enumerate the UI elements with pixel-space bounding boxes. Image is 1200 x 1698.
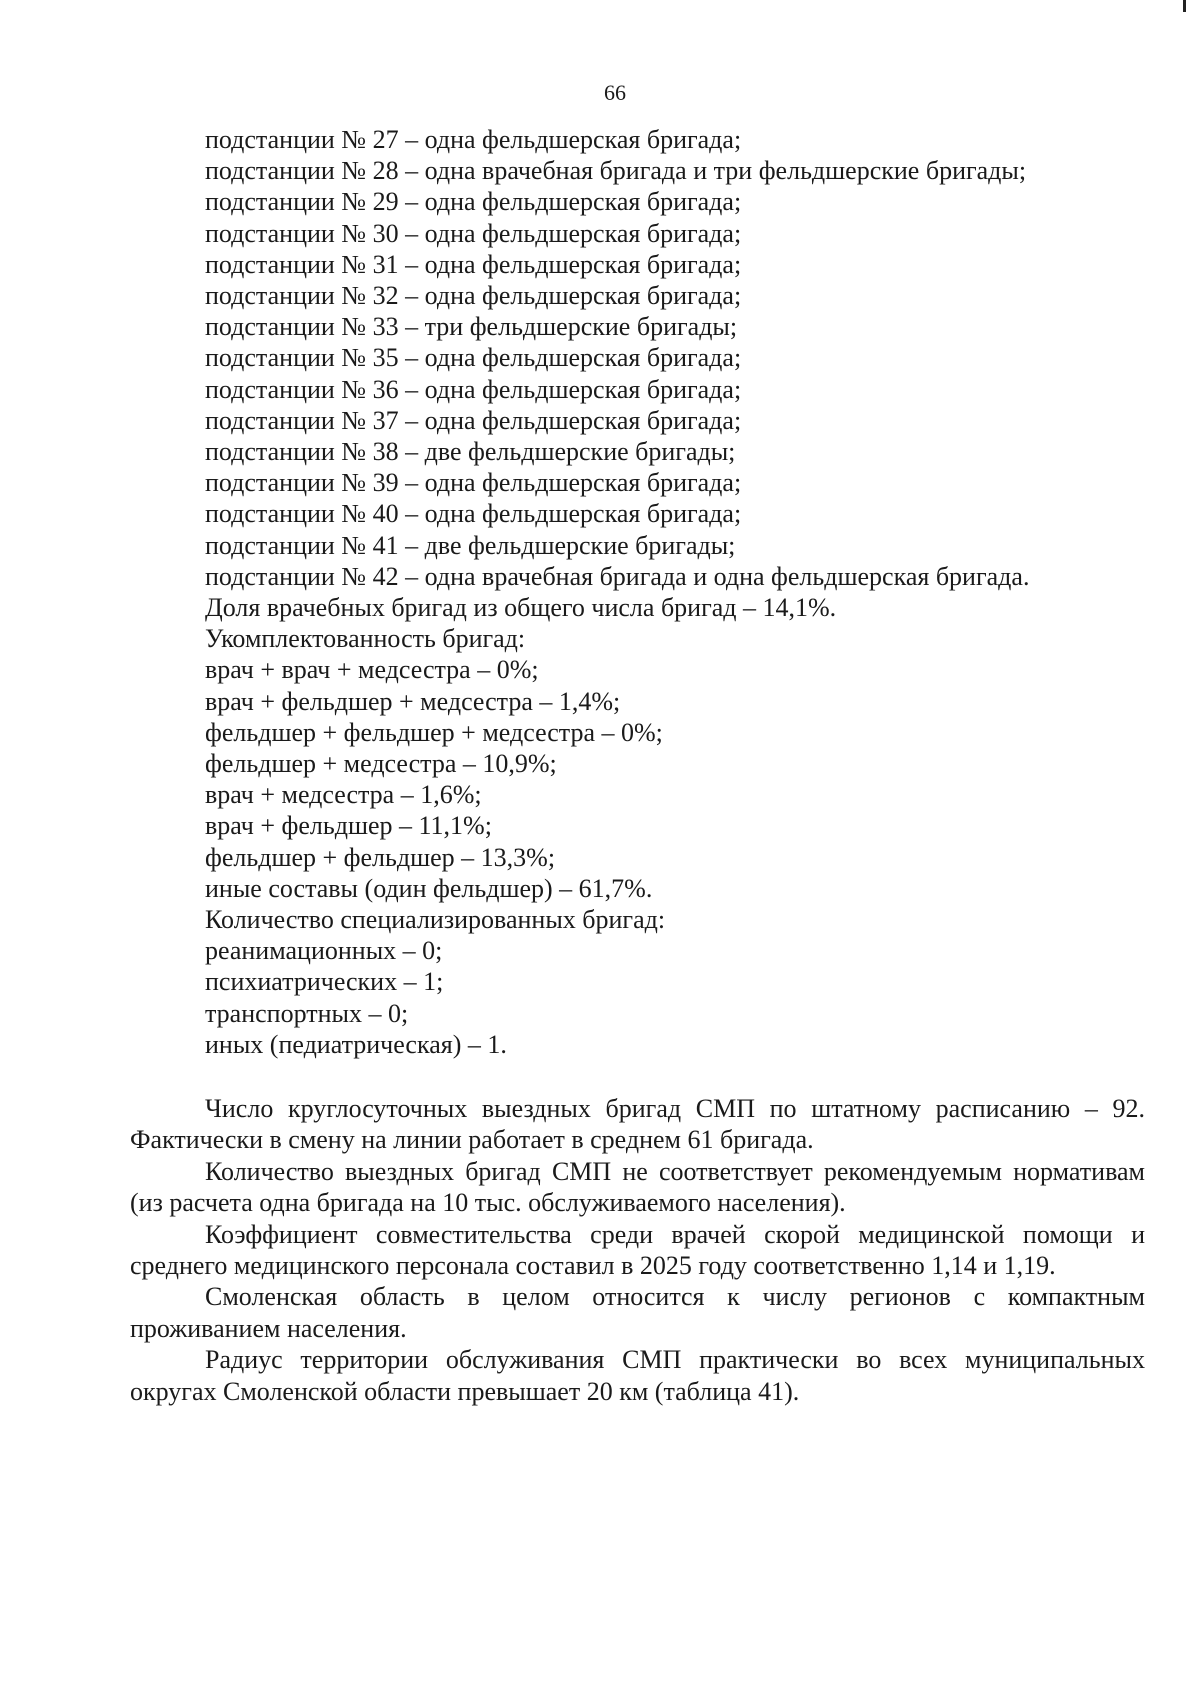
specialized-line: реанимационных – 0; xyxy=(205,936,443,966)
list-line: подстанции № 33 – три фельдшерские бригады; xyxy=(205,312,738,342)
list-line: подстанции № 32 – одна фельдшерская бригада; xyxy=(205,281,742,311)
list-line: подстанции № 40 – одна фельдшерская бригада; xyxy=(205,499,742,529)
list-line: подстанции № 39 – одна фельдшерская бригада; xyxy=(205,468,742,498)
staffing-line: врач + врач + медсестра – 0%; xyxy=(205,655,539,685)
paragraph-radius: Радиус территории обслуживания СМП практически во всех муниципальных округах Смоленской области превышает 20 км (таблица 41). xyxy=(130,1345,1145,1406)
staffing-line: фельдшер + медсестра – 10,9%; xyxy=(205,749,557,779)
staffing-heading: Укомплектованность бригад: xyxy=(205,624,526,654)
list-line: подстанции № 27 – одна фельдшерская бригада; xyxy=(205,125,742,154)
list-line: подстанции № 30 – одна фельдшерская бригада; xyxy=(205,218,742,248)
scan-mark xyxy=(1183,0,1186,12)
list-line: подстанции № 28 – одна врачебная бригада и три фельдшерские бригады; xyxy=(205,156,1027,186)
specialized-line: психиатрических – 1; xyxy=(205,967,444,997)
substation-list xyxy=(205,124,1135,1060)
paragraph-coefficient: Коэффициент совместительства среди врачей скорой медицинской помощи и среднего медицинского персонала составил в 2025 году соответственно 1,14 и 1,19. xyxy=(130,1219,1145,1281)
staffing-line: врач + медсестра – 1,6%; xyxy=(205,780,482,810)
list-line: подстанции № 38 – две фельдшерские бригады; xyxy=(205,437,736,467)
staffing-line: фельдшер + фельдшер – 13,3%; xyxy=(205,842,556,872)
specialized-line: транспортных – 0; xyxy=(205,998,409,1028)
page-number: 66 xyxy=(604,80,626,105)
list-line: подстанции № 41 – две фельдшерские бригады; xyxy=(205,530,736,560)
body-paragraphs xyxy=(130,1093,1145,1407)
list-line: подстанции № 37 – одна фельдшерская бригада; xyxy=(205,405,742,435)
paragraph-brigade-count: Число круглосуточных выездных бригад СМП по штатному расписанию – 92. Фактически в смену на линии работает в среднем 61 бригада. xyxy=(130,1094,1145,1155)
list-line: подстанции № 42 – одна врачебная бригада и одна фельдшерская бригада. xyxy=(205,561,1030,591)
staffing-line: фельдшер + фельдшер + медсестра – 0%; xyxy=(205,717,663,747)
list-line: подстанции № 36 – одна фельдшерская бригада; xyxy=(205,374,742,404)
paragraph-norms: Количество выездных бригад СМП не соответствует рекомендуемым нормативам (из расчета одна бригада на 10 тыс. обслуживаемого населения). xyxy=(130,1156,1145,1218)
specialized-heading: Количество специализированных бригад: xyxy=(205,905,666,935)
staffing-line: врач + фельдшер – 11,1%; xyxy=(205,811,492,841)
physician-share-line: Доля врачебных бригад из общего числа бригад – 14,1%. xyxy=(205,593,837,623)
list-line: подстанции № 35 – одна фельдшерская бригада; xyxy=(205,343,742,373)
staffing-line: иные составы (один фельдшер) – 61,7%. xyxy=(205,873,653,903)
paragraph-region: Смоленская область в целом относится к числу регионов с компактным проживанием населения. xyxy=(130,1282,1145,1343)
list-line: подстанции № 29 – одна фельдшерская бригада; xyxy=(205,187,742,217)
specialized-line: иных (педиатрическая) – 1. xyxy=(205,1029,507,1059)
staffing-line: врач + фельдшер + медсестра – 1,4%; xyxy=(205,686,621,716)
list-line: подстанции № 31 – одна фельдшерская бригада; xyxy=(205,249,742,279)
